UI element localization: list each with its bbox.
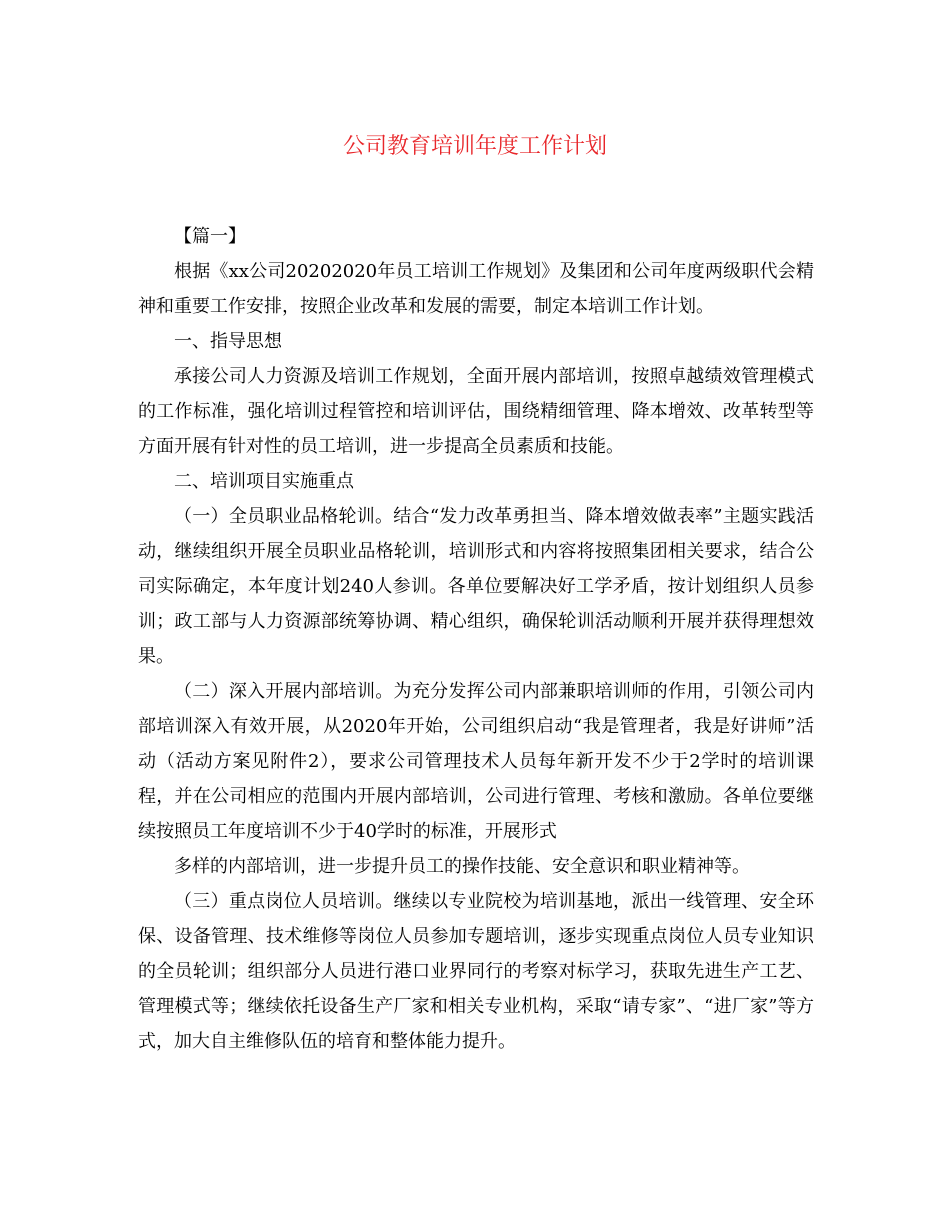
document-body bbox=[138, 219, 814, 1059]
training-item-1-paragraph: （一）全员职业品格轮训。结合“发力改革勇担当、降本增效做表率”主题实践活动，继续组织开展全员职业品格轮训，培训形式和内容将按照集团相关要求，结合公司实际确定，本年度计划240人参训。各单位要解决好工学矛盾，按计划组织人员参训；政工部与人力资源部统筹协调、精心组织，确保轮训活动顺利开展并获得理想效果。 bbox=[138, 506, 814, 667]
section-heading-part-one: 【篇一】 bbox=[174, 226, 246, 247]
training-item-2-continuation: 多样的内部培训，进一步提升员工的操作技能、安全意识和职业精神等。 bbox=[174, 856, 750, 877]
guiding-ideas-paragraph: 承接公司人力资源及培训工作规划，全面开展内部培训，按照卓越绩效管理模式的工作标准，强化培训过程管控和培训评估，围绕精细管理、降本增效、改革转型等方面开展有针对性的员工培训，进一步提高全员素质和技能。 bbox=[138, 366, 814, 457]
intro-paragraph: 根据《xx公司20202020年员工培训工作规划》及集团和公司年度两级职代会精神和重要工作安排，按照企业改革和发展的需要，制定本培训工作计划。 bbox=[138, 261, 814, 317]
section-heading-guiding-ideas: 一、指导思想 bbox=[174, 331, 282, 352]
training-item-2-paragraph: （二）深入开展内部培训。为充分发挥公司内部兼职培训师的作用，引领公司内部培训深入有效开展，从2020年开始，公司组织启动“我是管理者，我是好讲师”活动（活动方案见附件2），要求公司管理技术人员每年新开发不少于2学时的培训课程，并在公司相应的范围内开展内部培训，公司进行管理、考核和激励。各单位要继续按照员工年度培训不少于40学时的标准，开展形式 bbox=[138, 681, 814, 842]
section-heading-training-focus: 二、培训项目实施重点 bbox=[174, 471, 354, 492]
training-item-3-paragraph: （三）重点岗位人员培训。继续以专业院校为培训基地，派出一线管理、安全环保、设备管理、技术维修等岗位人员参加专题培训，逐步实现重点岗位人员专业知识的全员轮训；组织部分人员进行港口业界同行的考察对标学习，获取先进生产工艺、管理模式等；继续依托设备生产厂家和相关专业机构，采取“请专家”、“进厂家”等方式，加大自主维修队伍的培育和整体能力提升。 bbox=[138, 891, 814, 1052]
document-title: 公司教育培训年度工作计划 bbox=[342, 134, 607, 159]
